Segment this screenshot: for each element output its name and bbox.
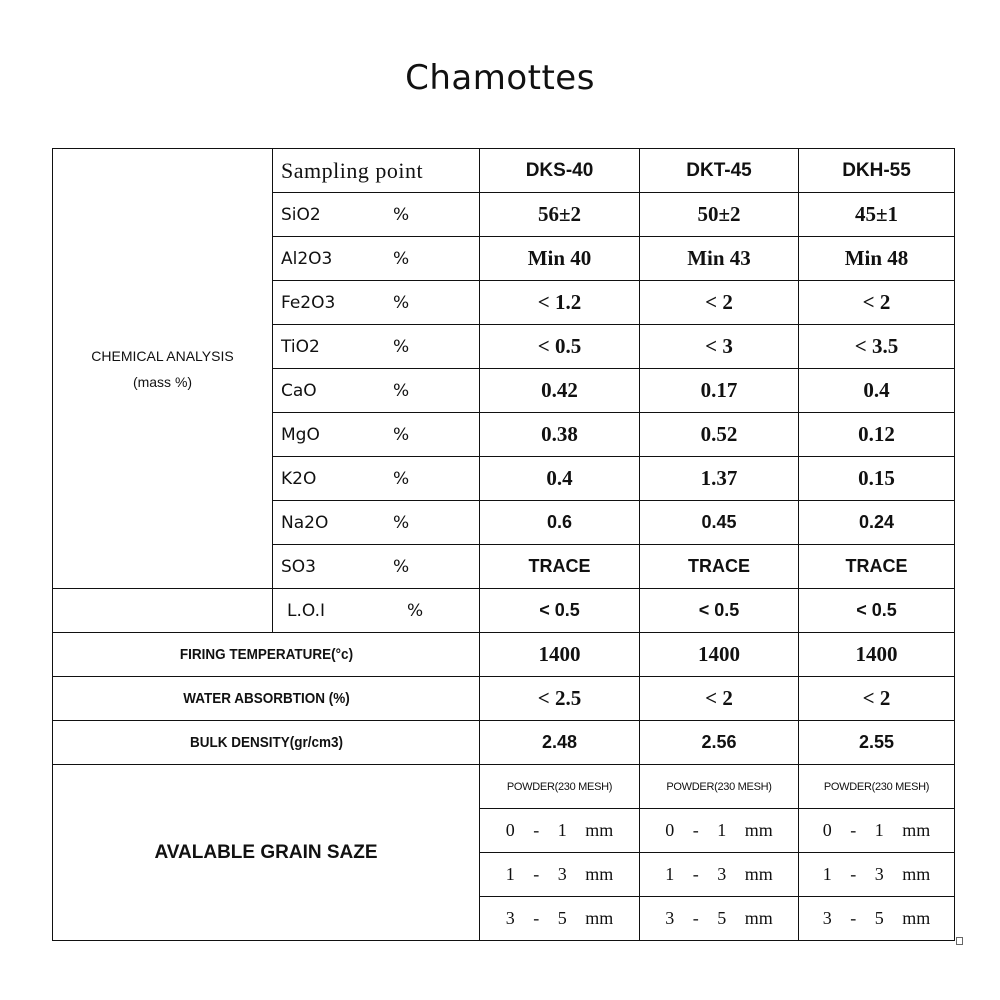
grain-size-cell: 0 - 1 mm	[640, 809, 799, 853]
value-cell: 0.17	[640, 369, 799, 413]
grain-row	[53, 765, 955, 809]
value-cell: 0.45	[640, 501, 799, 545]
value-cell: Min 40	[480, 237, 640, 281]
value-cell: 0.4	[799, 369, 955, 413]
value-cell: 0.6	[480, 501, 640, 545]
component-cell: TiO2 %	[273, 325, 480, 369]
value-cell: < 0.5	[480, 589, 640, 633]
grain-size-cell: 1 - 3 mm	[799, 853, 955, 897]
value-cell: < 3	[640, 325, 799, 369]
value-cell: < 2	[799, 281, 955, 325]
grain-size-cell: 3 - 5 mm	[799, 897, 955, 941]
value-cell: TRACE	[640, 545, 799, 589]
grain-size-cell: 3 - 5 mm	[640, 897, 799, 941]
sampling-point-header: Sampling point	[273, 149, 480, 193]
loi-row	[53, 589, 955, 633]
value-cell: Min 43	[640, 237, 799, 281]
grain-size-cell: 0 - 1 mm	[480, 809, 640, 853]
value-cell: 1400	[640, 633, 799, 677]
value-cell: 0.52	[640, 413, 799, 457]
corner-mark	[956, 937, 963, 945]
value-cell: 50±2	[640, 193, 799, 237]
value-cell: 56±2	[480, 193, 640, 237]
value-cell: 0.12	[799, 413, 955, 457]
value-cell: 0.42	[480, 369, 640, 413]
value-cell: < 0.5	[640, 589, 799, 633]
value-cell: TRACE	[799, 545, 955, 589]
value-cell: 45±1	[799, 193, 955, 237]
header-row	[53, 149, 955, 193]
grain-size-cell: 1 - 3 mm	[640, 853, 799, 897]
value-cell: 2.55	[799, 721, 955, 765]
property-label: WATER ABSORBTION (%)	[74, 677, 458, 721]
value-cell: 1400	[799, 633, 955, 677]
value-cell: < 0.5	[480, 325, 640, 369]
value-cell: 1.37	[640, 457, 799, 501]
value-cell: < 1.2	[480, 281, 640, 325]
component-cell: CaO %	[273, 369, 480, 413]
value-cell: < 2	[799, 677, 955, 721]
component-cell: Al2O3 %	[273, 237, 480, 281]
value-cell: 0.4	[480, 457, 640, 501]
value-cell: Min 48	[799, 237, 955, 281]
component-cell: SiO2 %	[273, 193, 480, 237]
component-cell: MgO %	[273, 413, 480, 457]
powder-cell: POWDER(230 MESH)	[640, 765, 799, 809]
product-header: DKT-45	[640, 149, 799, 193]
value-cell: 2.48	[480, 721, 640, 765]
value-cell: 1400	[480, 633, 640, 677]
water-absorption-row	[53, 677, 955, 721]
component-cell: Fe2O3 %	[273, 281, 480, 325]
product-header: DKS-40	[480, 149, 640, 193]
grain-size-label: AVALABLE GRAIN SAZE	[53, 765, 480, 941]
component-cell: Na2O %	[273, 501, 480, 545]
value-cell: 0.38	[480, 413, 640, 457]
component-cell: SO3 %	[273, 545, 480, 589]
product-header: DKH-55	[799, 149, 955, 193]
firing-row	[53, 633, 955, 677]
page-title: Chamottes	[405, 58, 595, 98]
component-cell: K2O %	[273, 457, 480, 501]
value-cell: < 2	[640, 281, 799, 325]
value-cell: TRACE	[480, 545, 640, 589]
grain-size-cell: 1 - 3 mm	[480, 853, 640, 897]
chemical-analysis-label: CHEMICAL ANALYSIS (mass %)	[53, 149, 273, 589]
property-label: FIRING TEMPERATURE(°c)	[74, 633, 458, 677]
property-label: BULK DENSITY(gr/cm3)	[74, 721, 458, 765]
grain-size-cell: 0 - 1 mm	[799, 809, 955, 853]
value-cell: < 3.5	[799, 325, 955, 369]
value-cell: < 0.5	[799, 589, 955, 633]
powder-cell: POWDER(230 MESH)	[799, 765, 955, 809]
chamotte-spec-table	[52, 148, 955, 941]
component-cell: L.O.I %	[273, 589, 480, 633]
grain-size-cell: 3 - 5 mm	[480, 897, 640, 941]
value-cell: < 2.5	[480, 677, 640, 721]
value-cell: < 2	[640, 677, 799, 721]
empty-cell	[53, 589, 273, 633]
value-cell: 0.24	[799, 501, 955, 545]
value-cell: 2.56	[640, 721, 799, 765]
value-cell: 0.15	[799, 457, 955, 501]
powder-cell: POWDER(230 MESH)	[480, 765, 640, 809]
bulk-density-row	[53, 721, 955, 765]
